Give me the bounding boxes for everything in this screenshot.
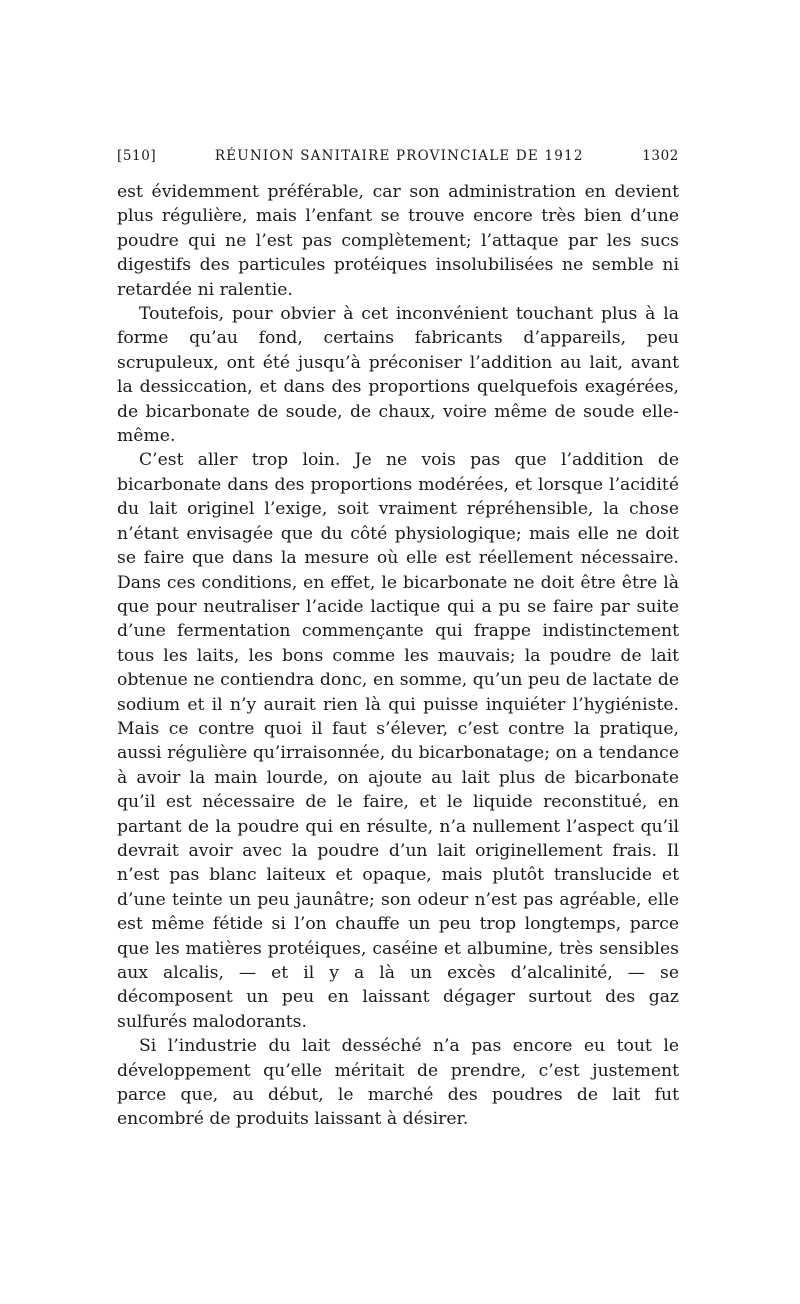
paragraph-1: est évidemment préférable, car son administration en devient plus régulière, mais l’enfant se trouve encore très bien d’une poudre qui ne l’est pas complètement; l’attaque par les sucs digestifs des particules protéiques insolubilisées ne semble ni retardée ni ralentie. — [117, 182, 679, 300]
document-page — [117, 148, 679, 1132]
running-title: RÉUNION SANITAIRE PROVINCIALE DE 1912 — [214, 148, 584, 164]
body-text — [117, 180, 679, 1132]
page-number-left: [510] — [117, 148, 157, 164]
paragraph-2: Toutefois, pour obvier à cet inconvénient touchant plus à la forme qu’au fond, certains fabricants d’appareils, peu scrupuleux, ont été jusqu’à préconiser l’addition au lait, avant la dessiccation, et dans des proportions quelquefois exagérées, de bicarbonate de soude, de chaux, voire même de soude elle-même. — [117, 304, 679, 447]
running-header — [117, 148, 679, 164]
paragraph-4: Si l’industrie du lait desséché n’a pas encore eu tout le développement qu’elle méritait de prendre, c’est justement parce que, au début, le marché des poudres de lait fut encombré de produits laissant à désirer. — [117, 1036, 679, 1130]
paragraph-3: C’est aller trop loin. Je ne vois pas que l’addition de bicarbonate dans des proportions modérées, et lorsque l’acidité du lait originel l’exige, soit vraiment répréhensible, la chose n’étant envisagée que du côté physiologique; mais elle ne doit se faire que dans la mesure où elle est réellement nécessaire. Dans ces conditions, en effet, le bicarbonate ne doit être être là que pour neutraliser l’acide lactique qui a pu se faire par suite d’une fermentation commençante qui frappe indistinctement tous les laits, les bons comme les mauvais; la poudre de lait obtenue ne contiendra donc, en somme, qu’un peu de lactate de sodium et il n’y aurait rien là qui puisse inquiéter l’hygiéniste. Mais ce contre quoi il faut s’élever, c’est contre la pratique, aussi régulière qu’irraisonnée, du bicarbonatage; on a tendance à avoir la main lourde, on ajoute au lait plus de bicarbonate qu’il est nécessaire de le faire, et le liquide reconstitué, en partant de la poudre qui en résulte, n’a nullement l’aspect qu’il devrait avoir avec la poudre d’un lait originellement frais. Il n’est pas blanc laiteux et opaque, mais plutôt translucide et d’une teinte un peu jaunâtre; son odeur n’est pas agréable, elle est même fétide si l’on chauffe un peu trop longtemps, parce que les matières protéiques, caséine et albumine, très sensibles aux alcalis, — et il y a là un excès d’alcalinité, — se décomposent un peu en laissant dégager surtout des gaz sulfurés malodorants. — [117, 450, 679, 1032]
page-number-right: 1302 — [642, 148, 679, 164]
